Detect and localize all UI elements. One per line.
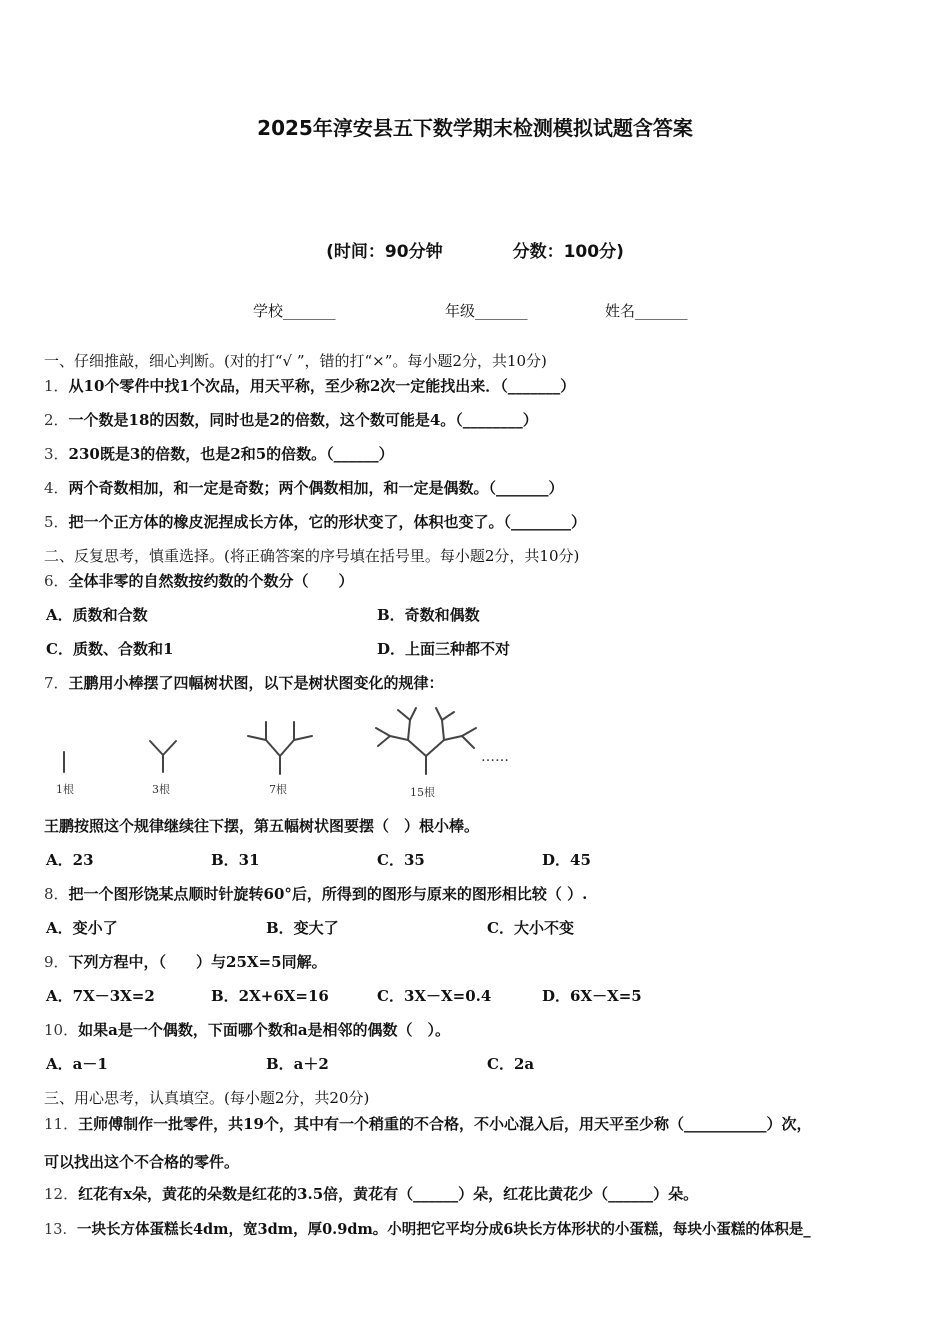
tree-continuation-dots: …… xyxy=(481,749,509,765)
section-1-heading: 一、仔细推敲，细心判断。(对的打“√ ”，错的打“×”。每小题2分，共10分) xyxy=(44,352,547,370)
section-3-heading: 三、用心思考，认真填空。(每小题2分，共20分) xyxy=(44,1089,370,1107)
page-title: 2025年淳安县五下数学期末检测模拟试题含答案 xyxy=(257,116,693,140)
q10-option-b: B．a＋2 xyxy=(266,1055,329,1073)
q6-option-b: B．奇数和偶数 xyxy=(377,606,480,624)
exam-meta xyxy=(0,237,950,262)
question-7: 7．王鹏用小棒摆了四幅树状图，以下是树状图变化的规律： xyxy=(44,674,444,692)
tree-label-3: 3根 xyxy=(152,783,170,796)
grade-field[interactable]: 年级_______ xyxy=(445,302,528,320)
question-4: 4．两个奇数相加，和一定是奇数；两个偶数相加，和一定是偶数。（_______） xyxy=(44,479,564,497)
q8-option-c: C．大小不变 xyxy=(487,919,574,937)
question-11: 11．王师傅制作一批零件，共19个，其中有一个稍重的不合格，不小心混入后，用天平至少称（___________）次， xyxy=(44,1115,812,1133)
tree-diagram-figure xyxy=(44,700,564,810)
question-13: 13．一块长方体蛋糕长4dm，宽3dm，厚0.9dm。小明把它平均分成6块长方体形状的小蛋糕，每块小蛋糕的体积是_ xyxy=(44,1221,811,1238)
q7-option-c: C．35 xyxy=(377,851,425,869)
question-7-prompt: 王鹏按照这个规律继续往下摆，第五幅树状图要摆（ ）根小棒。 xyxy=(44,817,480,835)
question-1: 1．从10个零件中找1个次品，用天平称，至少称2次一定能找出来．（_______） xyxy=(44,377,576,395)
question-8: 8．把一个图形饶某点顺时针旋转60°后，所得到的图形与原来的图形相比较（ ）. xyxy=(44,885,588,903)
section-2-heading: 二、反复思考，慎重选择。(将正确答案的序号填在括号里。每小题2分，共10分) xyxy=(44,547,580,565)
tree-label-15: 15根 xyxy=(410,786,435,799)
q10-option-a: A．a－1 xyxy=(46,1055,108,1073)
tree-label-7: 7根 xyxy=(269,783,287,796)
tree-label-1: 1根 xyxy=(56,783,74,796)
q8-option-a: A．变小了 xyxy=(46,919,118,937)
question-9: 9．下列方程中，（ ）与25X=5同解。 xyxy=(44,953,327,971)
question-5: 5．把一个正方体的橡皮泥捏成长方体，它的形状变了，体积也变了。（________） xyxy=(44,513,587,531)
q7-option-d: D．45 xyxy=(542,851,591,869)
question-10: 10．如果a是一个偶数，下面哪个数和a是相邻的偶数（ ）。 xyxy=(44,1021,451,1039)
score-info: 分数：100分) xyxy=(512,242,624,262)
q7-option-a: A．23 xyxy=(46,851,94,869)
question-2: 2．一个数是18的因数，同时也是2的倍数，这个数可能是4。（________） xyxy=(44,411,538,429)
tree-15-sticks xyxy=(376,708,476,774)
q8-option-b: B．变大了 xyxy=(266,919,339,937)
q9-option-c: C．3X－X=0.4 xyxy=(377,987,492,1005)
tree-7-sticks xyxy=(248,722,312,774)
q6-option-d: D．上面三种都不对 xyxy=(377,640,511,658)
q6-option-c: C．质数、合数和1 xyxy=(46,640,174,658)
q6-option-a: A．质数和合数 xyxy=(46,606,148,624)
q9-option-d: D．6X－X=5 xyxy=(542,987,642,1005)
q7-option-b: B．31 xyxy=(211,851,260,869)
q10-option-c: C．2a xyxy=(487,1055,535,1073)
question-6: 6．全体非零的自然数按约数的个数分（ ） xyxy=(44,572,354,590)
question-12: 12．红花有x朵，黄花的朵数是红花的3.5倍，黄花有（______）朵，红花比黄花少（______）朵。 xyxy=(44,1185,699,1203)
tree-3-sticks xyxy=(150,741,176,772)
time-info: (时间：90分钟 xyxy=(326,242,443,262)
school-field[interactable]: 学校_______ xyxy=(253,302,336,320)
question-11-cont: 可以找出这个不合格的零件。 xyxy=(44,1153,240,1171)
name-field[interactable]: 姓名_______ xyxy=(605,302,688,320)
q9-option-b: B．2X+6X=16 xyxy=(211,987,329,1005)
question-3: 3．230既是3的倍数，也是2和5的倍数。（______） xyxy=(44,445,394,463)
q9-option-a: A．7X－3X=2 xyxy=(46,987,155,1005)
